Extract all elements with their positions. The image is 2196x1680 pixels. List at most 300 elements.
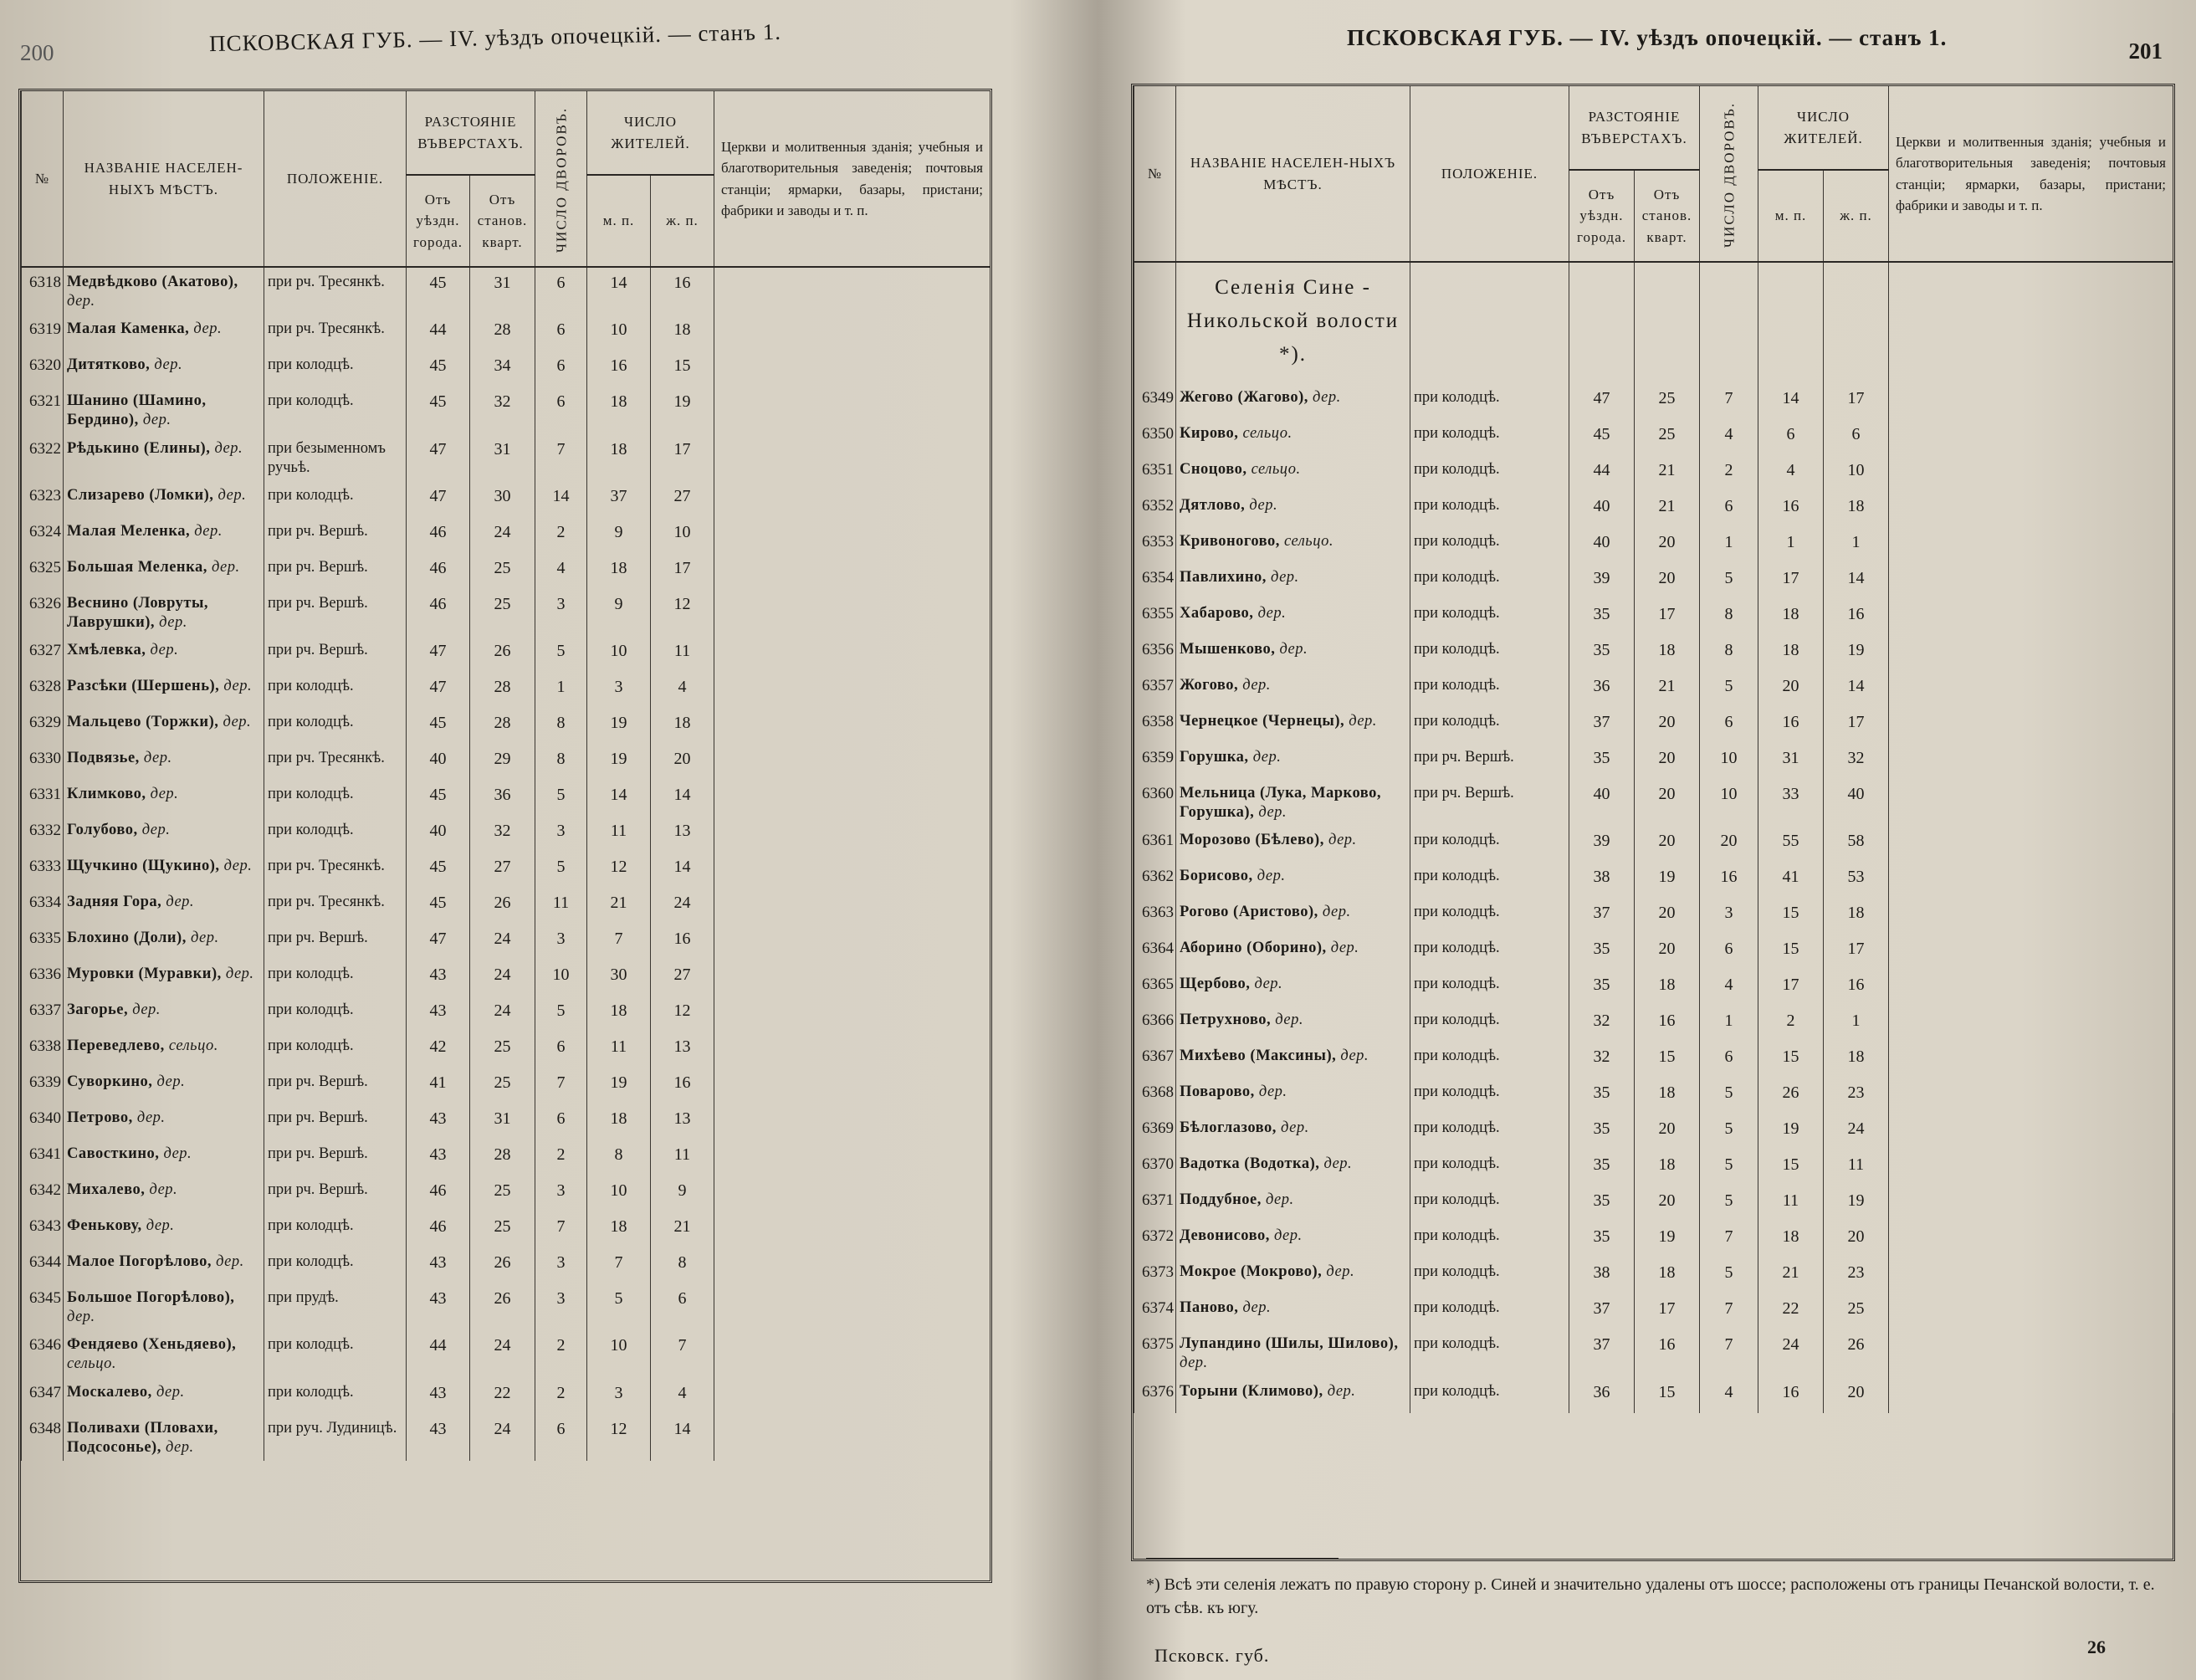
right-page: [1113, 0, 2196, 1680]
settlement-kind: дер.: [194, 522, 223, 540]
settlement-position: при колодцѣ.: [264, 1032, 407, 1068]
table-row: [1134, 743, 2173, 779]
row-number: 6354: [1134, 563, 1176, 599]
churches-cell: [1889, 1150, 2173, 1186]
distance-from-camp: 17: [1635, 1293, 1700, 1329]
row-number: 6336: [22, 960, 64, 996]
row-number: 6346: [22, 1330, 64, 1377]
distance-from-town: 37: [1569, 707, 1635, 743]
female-count: 15: [651, 351, 714, 387]
table-row: [1134, 671, 2173, 707]
settlement-name-text: Фенькову,: [67, 1217, 142, 1234]
female-count: 17: [1824, 707, 1889, 743]
settlement-name: [1176, 779, 1410, 826]
distance-from-camp: 25: [470, 1175, 535, 1211]
settlement-name-text: Медвѣдково (Акатово),: [67, 274, 238, 290]
settlement-kind: дер.: [150, 786, 179, 802]
yards-count: 6: [535, 1032, 587, 1068]
settlement-kind: дер.: [1349, 713, 1377, 730]
settlement-name: [64, 672, 264, 708]
table-row: [22, 672, 991, 708]
distance-from-camp: 26: [470, 1247, 535, 1283]
distance-from-camp: 19: [1635, 862, 1700, 898]
churches-cell: [714, 924, 991, 960]
settlement-kind: дер.: [165, 1438, 194, 1456]
header-churches: Церкви и молитвенныя зданія; учебныя и благотворительныя заведенія; почтовыя станціи; ярмарки, базары, пристани; фабрики и заводы и т. п.: [1889, 86, 2173, 262]
male-count: 24: [1758, 1329, 1824, 1376]
female-count: 14: [1824, 671, 1889, 707]
female-count: 10: [1824, 455, 1889, 491]
header-female: ж. п.: [1824, 170, 1889, 262]
male-count: 16: [587, 351, 651, 387]
header-inhabitants: ЧИСЛО ЖИТЕЛЕЙ.: [1758, 86, 1889, 170]
row-number: 6375: [1134, 1329, 1176, 1376]
table-row: [22, 1140, 991, 1175]
male-count: 6: [1758, 419, 1824, 455]
yards-count: 5: [535, 852, 587, 888]
churches-cell: [1889, 1006, 2173, 1042]
settlement-kind: дер.: [193, 320, 223, 338]
male-count: 11: [587, 816, 651, 852]
settlement-name: [1176, 1006, 1410, 1042]
settlement-name-text: Щучкино (Щукино),: [67, 858, 220, 874]
settlement-position: при рч. Вершѣ.: [264, 517, 407, 553]
distance-from-camp: 15: [1635, 1042, 1700, 1078]
distance-from-camp: 18: [1635, 970, 1700, 1006]
distance-from-camp: 18: [1635, 1150, 1700, 1186]
settlement-position: при колодцѣ.: [264, 1330, 407, 1377]
distance-from-camp: 20: [1635, 527, 1700, 563]
distance-from-town: 39: [1569, 563, 1635, 599]
settlement-name-text: Слизарево (Ломки),: [67, 486, 214, 504]
distance-from-town: 43: [407, 1283, 470, 1330]
male-count: 18: [1758, 635, 1824, 671]
row-number: 6338: [22, 1032, 64, 1068]
row-number: 6362: [1134, 862, 1176, 898]
settlement-name-text: Петрово,: [67, 1109, 133, 1126]
distance-from-town: 46: [407, 553, 470, 589]
table-row: [22, 351, 991, 387]
table-row: [1134, 1006, 2173, 1042]
distance-from-camp: 25: [470, 1032, 535, 1068]
settlement-kind: сельцо.: [1242, 425, 1293, 442]
table-row: [22, 852, 991, 888]
settlement-kind: дер.: [156, 1383, 185, 1401]
female-count: 20: [651, 744, 714, 780]
settlement-name-text: Поливахи (Пловахи, Подсосонье),: [67, 1419, 218, 1456]
settlement-kind: дер.: [1273, 1227, 1303, 1245]
distance-from-town: 32: [1569, 1006, 1635, 1042]
male-count: 11: [1758, 1186, 1824, 1222]
header-name: НАЗВАНІЕ НАСЕЛЕН-НЫХЪ МѢСТЪ.: [64, 91, 264, 267]
yards-count: 14: [535, 481, 587, 517]
settlement-kind: дер.: [1281, 1119, 1309, 1137]
settlement-position: при колодцѣ.: [264, 1211, 407, 1247]
churches-cell: [714, 1068, 991, 1104]
table-row: [22, 816, 991, 852]
distance-from-camp: 26: [470, 1283, 535, 1330]
settlement-kind: дер.: [156, 1073, 186, 1090]
female-count: 26: [1824, 1329, 1889, 1376]
distance-from-town: 35: [1569, 934, 1635, 970]
settlement-position: при колодцѣ.: [1410, 419, 1569, 455]
distance-from-camp: 17: [1635, 599, 1700, 635]
distance-from-town: 43: [407, 1104, 470, 1140]
distance-from-town: 35: [1569, 1150, 1635, 1186]
settlement-name-text: Аборино (Оборино),: [1180, 940, 1327, 957]
left-page: [0, 0, 1079, 1680]
settlement-position: при рч. Вершѣ.: [264, 1175, 407, 1211]
male-count: 11: [587, 1032, 651, 1068]
table-row: [1134, 383, 2173, 419]
settlement-kind: дер.: [1279, 641, 1308, 658]
churches-cell: [714, 636, 991, 672]
churches-cell: [714, 387, 991, 433]
yards-count: 4: [1700, 970, 1758, 1006]
row-number: 6320: [22, 351, 64, 387]
female-count: 4: [651, 672, 714, 708]
settlement-name-text: Дятлово,: [1180, 497, 1246, 514]
distance-from-camp: 20: [1635, 934, 1700, 970]
female-count: 17: [1824, 934, 1889, 970]
distance-from-town: 46: [407, 589, 470, 636]
churches-cell: [1889, 455, 2173, 491]
settlement-kind: дер.: [1275, 1012, 1303, 1029]
settlement-name: [1176, 1150, 1410, 1186]
female-count: 12: [651, 996, 714, 1032]
settlement-name-text: Поварово,: [1180, 1083, 1255, 1101]
distance-from-town: 35: [1569, 1186, 1635, 1222]
settlement-position: при колодцѣ.: [1410, 1006, 1569, 1042]
table-row: [22, 708, 991, 744]
settlement-kind: дер.: [1327, 1382, 1356, 1400]
churches-cell: [1889, 1186, 2173, 1222]
distance-from-town: 40: [1569, 527, 1635, 563]
settlement-kind: дер.: [1330, 940, 1359, 957]
distance-from-town: 47: [407, 672, 470, 708]
distance-from-camp: 16: [1635, 1329, 1700, 1376]
settlement-kind: дер.: [143, 750, 172, 766]
yards-count: 7: [1700, 1222, 1758, 1257]
distance-from-camp: 26: [470, 888, 535, 924]
distance-from-camp: 18: [1635, 635, 1700, 671]
female-count: 19: [1824, 1186, 1889, 1222]
table-row: [22, 315, 991, 351]
table-row: [22, 589, 991, 636]
row-number: 6331: [22, 780, 64, 816]
female-count: 16: [651, 924, 714, 960]
female-count: 20: [1824, 1377, 1889, 1413]
distance-from-camp: 20: [1635, 1114, 1700, 1150]
settlement-name: [1176, 1078, 1410, 1114]
male-count: 26: [1758, 1078, 1824, 1114]
female-count: 11: [651, 636, 714, 672]
distance-from-town: 42: [407, 1032, 470, 1068]
female-count: 16: [1824, 599, 1889, 635]
settlement-position: при колодцѣ.: [1410, 862, 1569, 898]
distance-from-town: 35: [1569, 1078, 1635, 1114]
table-row: [22, 1104, 991, 1140]
settlement-position: при рч. Тресянкѣ.: [264, 744, 407, 780]
right-page-number: 201: [2128, 38, 2163, 64]
male-count: 10: [587, 636, 651, 672]
sheet-number: 26: [2087, 1636, 2106, 1657]
female-count: 11: [1824, 1150, 1889, 1186]
settlement-name: [1176, 898, 1410, 934]
header-from-town: Отъ уѣздн. города.: [407, 175, 470, 267]
female-count: 9: [651, 1175, 714, 1211]
settlement-name-text: Морозово (Бѣлево),: [1180, 832, 1324, 849]
table-row: [22, 517, 991, 553]
settlement-name: [1176, 1377, 1410, 1413]
female-count: 20: [1824, 1222, 1889, 1257]
distance-from-town: 47: [407, 924, 470, 960]
settlement-name-text: Михалево,: [67, 1181, 146, 1198]
settlement-name-text: Чернецкое (Чернецы),: [1180, 713, 1345, 730]
settlement-position: при рч. Тресянкѣ.: [264, 888, 407, 924]
yards-count: 2: [535, 1140, 587, 1175]
settlement-position: при рч. Вершѣ.: [264, 924, 407, 960]
table-row: [1134, 1329, 2173, 1376]
male-count: 10: [587, 1175, 651, 1211]
female-count: 13: [651, 816, 714, 852]
settlement-position: при колодцѣ.: [264, 351, 407, 387]
settlement-kind: дер.: [223, 858, 253, 874]
churches-cell: [1889, 862, 2173, 898]
settlement-position: при колодцѣ.: [1410, 898, 1569, 934]
row-number: 6335: [22, 924, 64, 960]
female-count: 18: [651, 708, 714, 744]
settlement-name: [64, 1378, 264, 1414]
settlement-name: [64, 780, 264, 816]
settlement-name-text: Паново,: [1180, 1299, 1239, 1317]
right-running-head: ПСКОВСКАЯ ГУБ. — IV. уѣздъ опочецкій. — станъ 1.: [1347, 25, 1948, 50]
yards-count: 6: [535, 1104, 587, 1140]
settlement-name: [64, 1140, 264, 1175]
settlement-name: [64, 1068, 264, 1104]
settlement-name: [1176, 419, 1410, 455]
female-count: 17: [1824, 383, 1889, 419]
table-row: [1134, 635, 2173, 671]
male-count: 16: [1758, 491, 1824, 527]
settlement-name: [64, 1414, 264, 1461]
settlement-name-text: Торыни (Климово),: [1180, 1382, 1323, 1400]
settlement-name-text: Мокрое (Мокрово),: [1180, 1263, 1323, 1281]
row-number: 6342: [22, 1175, 64, 1211]
distance-from-town: 38: [1569, 1257, 1635, 1293]
settlement-position: при колодцѣ.: [264, 708, 407, 744]
table-row: [1134, 1293, 2173, 1329]
settlement-name-text: Поддубное,: [1180, 1191, 1262, 1209]
distance-from-camp: 18: [1635, 1078, 1700, 1114]
distance-from-town: 35: [1569, 1114, 1635, 1150]
distance-from-camp: 30: [470, 481, 535, 517]
table-row: [22, 1247, 991, 1283]
yards-count: 2: [535, 1378, 587, 1414]
distance-from-town: 39: [1569, 826, 1635, 862]
churches-cell: [714, 1330, 991, 1377]
male-count: 4: [1758, 455, 1824, 491]
female-count: 13: [651, 1104, 714, 1140]
distance-from-town: 44: [407, 1330, 470, 1377]
row-number: 6357: [1134, 671, 1176, 707]
row-number: 6347: [22, 1378, 64, 1414]
churches-cell: [714, 1032, 991, 1068]
settlement-position: при рч. Вершѣ.: [264, 1140, 407, 1175]
settlement-kind: дер.: [1242, 1299, 1272, 1317]
distance-from-camp: 21: [1635, 455, 1700, 491]
female-count: 40: [1824, 779, 1889, 826]
table-row: [22, 553, 991, 589]
distance-from-town: 40: [1569, 491, 1635, 527]
distance-from-camp: 31: [470, 267, 535, 315]
table-row: [1134, 1222, 2173, 1257]
row-number: 6326: [22, 589, 64, 636]
distance-from-camp: 21: [1635, 671, 1700, 707]
female-count: 1: [1824, 527, 1889, 563]
distance-from-camp: 25: [1635, 419, 1700, 455]
settlement-position: при колодцѣ.: [1410, 563, 1569, 599]
distance-from-town: 35: [1569, 1222, 1635, 1257]
settlement-name: [64, 1211, 264, 1247]
churches-cell: [1889, 563, 2173, 599]
settlement-name-text: Горушка,: [1180, 749, 1249, 766]
distance-from-town: 46: [407, 517, 470, 553]
header-from-camp: Отъ станов. кварт.: [1635, 170, 1700, 262]
row-number: 6369: [1134, 1114, 1176, 1150]
male-count: 41: [1758, 862, 1824, 898]
distance-from-town: 43: [407, 1378, 470, 1414]
yards-count: 5: [1700, 1257, 1758, 1293]
churches-cell: [1889, 1293, 2173, 1329]
row-number: 6372: [1134, 1222, 1176, 1257]
settlement-position: при колодцѣ.: [1410, 1186, 1569, 1222]
settlement-name: [64, 1247, 264, 1283]
table-row: [22, 1211, 991, 1247]
yards-count: 6: [1700, 491, 1758, 527]
settlement-name: [64, 1330, 264, 1377]
settlement-name: [64, 816, 264, 852]
female-count: 14: [651, 780, 714, 816]
settlement-position: при колодцѣ.: [264, 960, 407, 996]
row-number: 6345: [22, 1283, 64, 1330]
distance-from-camp: 24: [470, 1414, 535, 1461]
settlement-name-text: Подвязье,: [67, 750, 140, 766]
header-from-camp: Отъ станов. кварт.: [470, 175, 535, 267]
settlement-position: при руч. Лудиницѣ.: [264, 1414, 407, 1461]
settlement-position: при колодцѣ.: [1410, 527, 1569, 563]
table-row: [1134, 862, 2173, 898]
male-count: 15: [1758, 1042, 1824, 1078]
settlement-name-text: Рогово (Аристово),: [1180, 904, 1318, 921]
distance-from-camp: 25: [1635, 383, 1700, 419]
settlement-position: при колодцѣ.: [1410, 1222, 1569, 1257]
distance-from-town: 45: [1569, 419, 1635, 455]
female-count: 32: [1824, 743, 1889, 779]
settlement-name-text: Большая Меленка,: [67, 558, 207, 576]
distance-from-camp: 15: [1635, 1377, 1700, 1413]
settlement-kind: дер.: [67, 293, 95, 310]
distance-from-camp: 21: [1635, 491, 1700, 527]
settlement-position: при колодцѣ.: [264, 1378, 407, 1414]
distance-from-town: 36: [1569, 1377, 1635, 1413]
yards-count: 7: [535, 434, 587, 481]
settlement-name-text: Петрухново,: [1180, 1012, 1272, 1029]
settlement-name: [64, 1175, 264, 1211]
row-number: 6370: [1134, 1150, 1176, 1186]
settlement-name: [64, 1104, 264, 1140]
churches-cell: [714, 1175, 991, 1211]
yards-count: 3: [535, 924, 587, 960]
female-count: 11: [651, 1140, 714, 1175]
settlement-kind: дер.: [146, 1217, 175, 1234]
table-row: [1134, 779, 2173, 826]
table-row: [1134, 455, 2173, 491]
settlement-position: при колодцѣ.: [264, 816, 407, 852]
table-row: [1134, 1150, 2173, 1186]
settlement-position: при колодцѣ.: [1410, 671, 1569, 707]
right-table-body: [1134, 262, 2173, 1413]
yards-count: 5: [1700, 1114, 1758, 1150]
churches-cell: [1889, 934, 2173, 970]
distance-from-camp: 18: [1635, 1257, 1700, 1293]
settlement-name-text: Веснино (Ловруты, Лаврушки),: [67, 594, 209, 631]
header-from-town: Отъ уѣздн. города.: [1569, 170, 1635, 262]
distance-from-town: 35: [1569, 743, 1635, 779]
settlement-position: при прудѣ.: [264, 1283, 407, 1330]
settlement-position: при колодцѣ.: [1410, 826, 1569, 862]
churches-cell: [714, 1211, 991, 1247]
settlement-kind: дер.: [1258, 1083, 1287, 1101]
distance-from-camp: 20: [1635, 743, 1700, 779]
female-count: 23: [1824, 1257, 1889, 1293]
distance-from-camp: 20: [1635, 707, 1700, 743]
distance-from-camp: 20: [1635, 826, 1700, 862]
row-number: 6322: [22, 434, 64, 481]
settlement-kind: дер.: [223, 714, 252, 730]
male-count: 9: [587, 517, 651, 553]
male-count: 19: [1758, 1114, 1824, 1150]
row-number: 6332: [22, 816, 64, 852]
row-number: 6344: [22, 1247, 64, 1283]
row-number: 6349: [1134, 383, 1176, 419]
table-row: [22, 1032, 991, 1068]
settlement-name: [64, 387, 264, 433]
churches-cell: [1889, 419, 2173, 455]
footnote: *) Всѣ эти селенія лежатъ по правую сторону р. Синей и значительно удалены отъ шоссе; расположены отъ границы Печанской волости, т. е. отъ сѣв. къ югу.: [1146, 1575, 2155, 1617]
yards-count: 6: [1700, 1042, 1758, 1078]
churches-cell: [1889, 599, 2173, 635]
row-number: 6348: [22, 1414, 64, 1461]
header-position: ПОЛОЖЕНІЕ.: [264, 91, 407, 267]
yards-count: 5: [535, 636, 587, 672]
yards-count: 2: [1700, 455, 1758, 491]
settlement-position: при колодцѣ.: [1410, 970, 1569, 1006]
row-number: 6333: [22, 852, 64, 888]
settlement-position: при колодцѣ.: [264, 780, 407, 816]
yards-count: 6: [535, 315, 587, 351]
male-count: 18: [1758, 1222, 1824, 1257]
female-count: 23: [1824, 1078, 1889, 1114]
churches-cell: [1889, 898, 2173, 934]
settlement-kind: дер.: [216, 1253, 244, 1270]
yards-count: 3: [535, 816, 587, 852]
female-count: 19: [1824, 635, 1889, 671]
settlement-position: при колодцѣ.: [1410, 1150, 1569, 1186]
churches-cell: [1889, 707, 2173, 743]
row-number: 6361: [1134, 826, 1176, 862]
distance-from-camp: 24: [470, 924, 535, 960]
